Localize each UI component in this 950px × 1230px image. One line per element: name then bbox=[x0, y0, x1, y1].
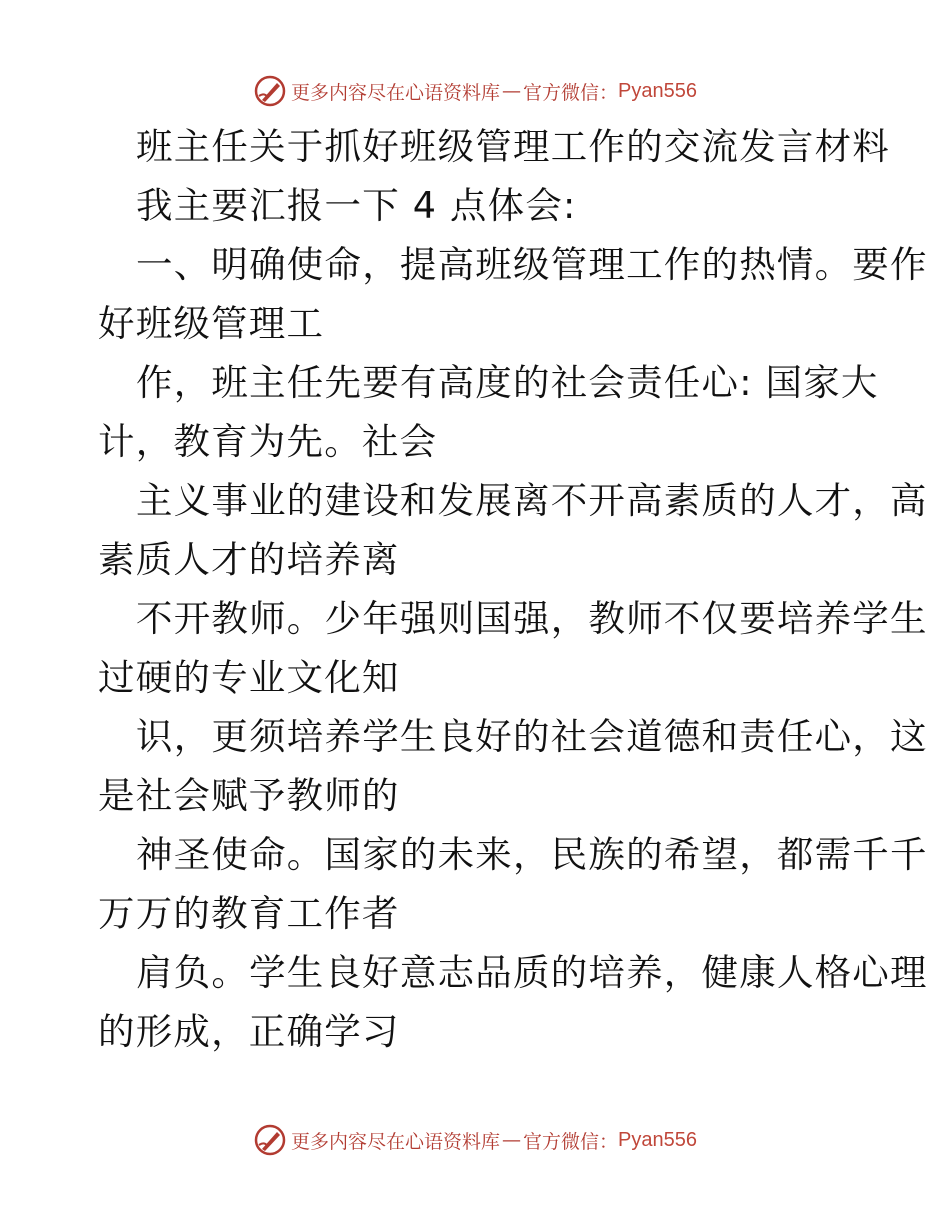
watermark-separator: — bbox=[502, 1129, 522, 1151]
document-line: 素质人才的培养离 bbox=[98, 538, 400, 581]
document-body bbox=[98, 117, 928, 1061]
document-line: 识，更须培养学生良好的社会道德和责任心，这 bbox=[136, 715, 928, 758]
header-watermark bbox=[0, 71, 950, 111]
document-line: 过硬的专业文化知 bbox=[98, 656, 400, 699]
document-line: 一、明确使命，提高班级管理工作的热情。要作 bbox=[136, 243, 928, 286]
quill-pen-logo-icon bbox=[253, 1123, 287, 1157]
document-line: 万万的教育工作者 bbox=[98, 892, 400, 935]
document-line: 神圣使命。国家的未来，民族的希望，都需千千 bbox=[136, 833, 928, 876]
document-line: 我主要汇报一下 4 点体会: bbox=[136, 184, 577, 227]
document-line: 肩负。学生良好意志品质的培养，健康人格心理 bbox=[136, 951, 928, 994]
document-line: 主义事业的建设和发展离不开高素质的人才，高 bbox=[136, 479, 928, 522]
footer-watermark bbox=[0, 1120, 950, 1160]
watermark-text: 更多内容尽在心语资料库 bbox=[291, 1130, 501, 1153]
document-line: 计，教育为先。社会 bbox=[98, 420, 438, 463]
document-line: 的形成，正确学习 bbox=[98, 1010, 400, 1053]
watermark-wechat-label: 官方微信： bbox=[523, 1130, 619, 1153]
watermark-separator: — bbox=[502, 80, 522, 102]
document-line: 是社会赋予教师的 bbox=[98, 774, 400, 817]
document-line: 班主任关于抓好班级管理工作的交流发言材料 bbox=[136, 125, 890, 168]
watermark-account: Pyan556 bbox=[618, 79, 697, 102]
watermark-wechat-label: 官方微信： bbox=[523, 81, 619, 104]
document-line: 好班级管理工 bbox=[98, 302, 325, 345]
document-line: 作，班主任先要有高度的社会责任心: 国家大 bbox=[136, 361, 879, 404]
quill-pen-logo-icon bbox=[253, 74, 287, 108]
watermark-account: Pyan556 bbox=[618, 1128, 697, 1151]
watermark-text: 更多内容尽在心语资料库 bbox=[291, 81, 501, 104]
document-line: 不开教师。少年强则国强，教师不仅要培养学生 bbox=[136, 597, 928, 640]
